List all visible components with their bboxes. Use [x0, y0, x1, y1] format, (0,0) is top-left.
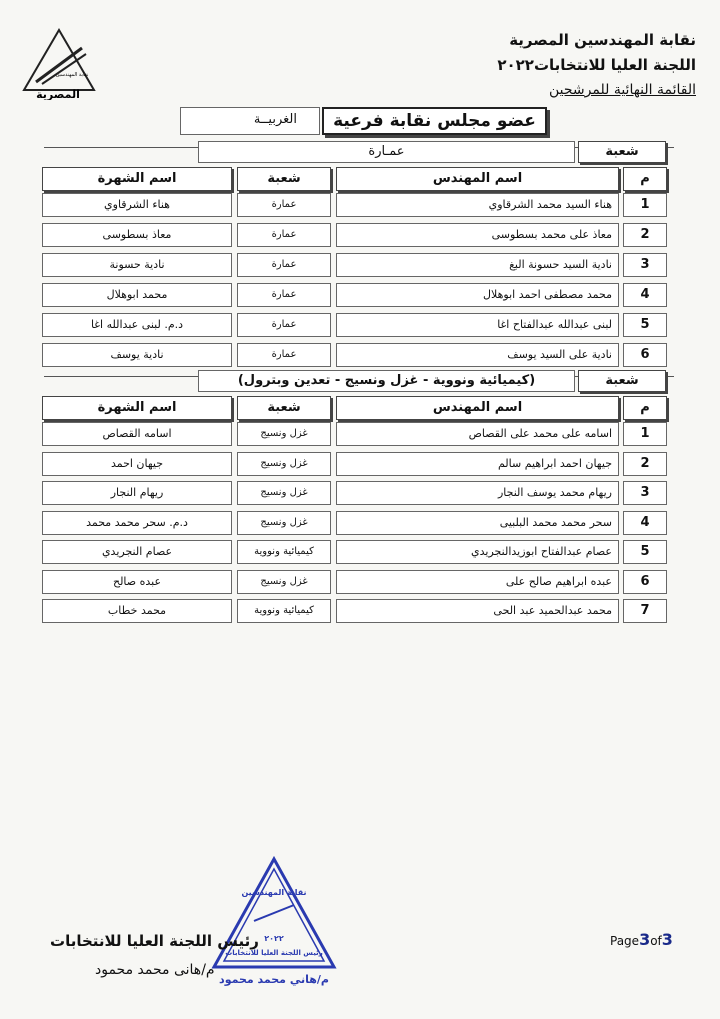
row-branch: كيميائية ونووية	[237, 599, 331, 623]
row-number: 7	[623, 599, 667, 623]
syndicate-logo	[22, 28, 97, 100]
known-as-name: ريهام النجار	[42, 481, 232, 505]
engineer-name: سحر محمد محمد البلبيى	[336, 511, 619, 535]
engineer-name: عصام عبدالفتاح ابوزيدالنجريدي	[336, 540, 619, 564]
row-number: 2	[623, 223, 667, 247]
page-current: 3	[639, 930, 651, 949]
row-branch: غزل ونسيج	[237, 570, 331, 594]
section-label: شعبة	[578, 370, 666, 392]
known-as-name: عبده صالح	[42, 570, 232, 594]
row-number: 3	[623, 253, 667, 277]
row-number: 5	[623, 313, 667, 337]
known-as-name: معاذ بسطوسى	[42, 223, 232, 247]
stamp-line1: رئيس اللجنة العليا للانتخابات	[225, 949, 323, 957]
page-total: 3	[661, 930, 673, 949]
known-as-name: عصام النجريدي	[42, 540, 232, 564]
section-value: عمـارة	[198, 141, 575, 163]
section-label: شعبة	[578, 141, 666, 163]
stamp-line2: م/هاني محمد محمود	[219, 973, 329, 986]
list-title: القائمة النهائية للمرشحين	[549, 82, 696, 98]
row-number: 6	[623, 343, 667, 367]
row-branch: عمارة	[237, 283, 331, 307]
row-number: 6	[623, 570, 667, 594]
org-name: نقابة المهندسين المصرية	[509, 31, 696, 49]
col-header-no: م	[623, 396, 667, 420]
row-branch: عمارة	[237, 343, 331, 367]
col-header-known: اسم الشهرة	[42, 167, 232, 191]
row-number: 1	[623, 193, 667, 217]
row-branch: عمارة	[237, 313, 331, 337]
engineer-name: اسامه على محمد على القصاص	[336, 422, 619, 446]
document-title: عضو مجلس نقابة فرعية	[322, 107, 547, 135]
col-header-branch: شعبة	[237, 396, 331, 420]
row-number: 5	[623, 540, 667, 564]
engineer-name: نادية على السيد يوسف	[336, 343, 619, 367]
logo-small-text: نقابة المهندسين	[55, 72, 89, 78]
known-as-name: د.م. لبنى عبدالله اغا	[42, 313, 232, 337]
page-of: of	[650, 934, 662, 948]
row-number: 3	[623, 481, 667, 505]
stamp-year: ٢٠٢٢	[264, 934, 284, 943]
engineer-name: محمد مصطفى احمد ابوهلال	[336, 283, 619, 307]
row-number: 2	[623, 452, 667, 476]
official-stamp	[210, 855, 338, 993]
known-as-name: محمد ابوهلال	[42, 283, 232, 307]
row-branch: غزل ونسيج	[237, 481, 331, 505]
engineer-name: محمد عبدالحميد عبد الحى	[336, 599, 619, 623]
known-as-name: جيهان احمد	[42, 452, 232, 476]
row-branch: كيميائية ونووية	[237, 540, 331, 564]
col-header-no: م	[623, 167, 667, 191]
row-branch: عمارة	[237, 223, 331, 247]
known-as-name: محمد خطاب	[42, 599, 232, 623]
engineer-name: نادية السيد حسونة البغ	[336, 253, 619, 277]
row-branch: عمارة	[237, 193, 331, 217]
engineer-name: معاذ على محمد بسطوسى	[336, 223, 619, 247]
section-value: (كيميائية ونووية - غزل ونسيج - تعدين وبترول)	[198, 370, 575, 392]
engineer-name: هناء السيد محمد الشرقاوي	[336, 193, 619, 217]
stamp-top: نقابة المهندسين	[241, 888, 307, 897]
signatory-title: رئيس اللجنة العليا للانتخابات	[50, 932, 259, 950]
row-branch: غزل ونسيج	[237, 511, 331, 535]
known-as-name: د.م. سحر محمد محمد	[42, 511, 232, 535]
row-number: 4	[623, 511, 667, 535]
engineer-name: عبده ابراهيم صالح على	[336, 570, 619, 594]
page-word: Page	[610, 934, 640, 948]
col-header-known: اسم الشهرة	[42, 396, 232, 420]
known-as-name: اسامه القصاص	[42, 422, 232, 446]
known-as-name: نادية حسونة	[42, 253, 232, 277]
committee-name: اللجنة العليا للانتخابات٢٠٢٢	[497, 56, 696, 74]
logo-text: المصرية	[36, 88, 80, 100]
col-header-branch: شعبة	[237, 167, 331, 191]
row-number: 1	[623, 422, 667, 446]
row-branch: عمارة	[237, 253, 331, 277]
engineer-name: لبنى عبدالله عبدالفتاح اغا	[336, 313, 619, 337]
engineer-name: ريهام محمد يوسف النجار	[336, 481, 619, 505]
signatory-name: م/هانى محمد محمود	[95, 962, 215, 978]
row-branch: غزل ونسيج	[237, 452, 331, 476]
known-as-name: نادية يوسف	[42, 343, 232, 367]
engineer-name: جيهان احمد ابراهيم سالم	[336, 452, 619, 476]
governorate: الغربيــة	[180, 107, 320, 135]
row-number: 4	[623, 283, 667, 307]
known-as-name: هناء الشرقاوي	[42, 193, 232, 217]
col-header-engineer: اسم المهندس	[336, 396, 619, 420]
page-number	[610, 930, 673, 949]
col-header-engineer: اسم المهندس	[336, 167, 619, 191]
row-branch: غزل ونسيج	[237, 422, 331, 446]
